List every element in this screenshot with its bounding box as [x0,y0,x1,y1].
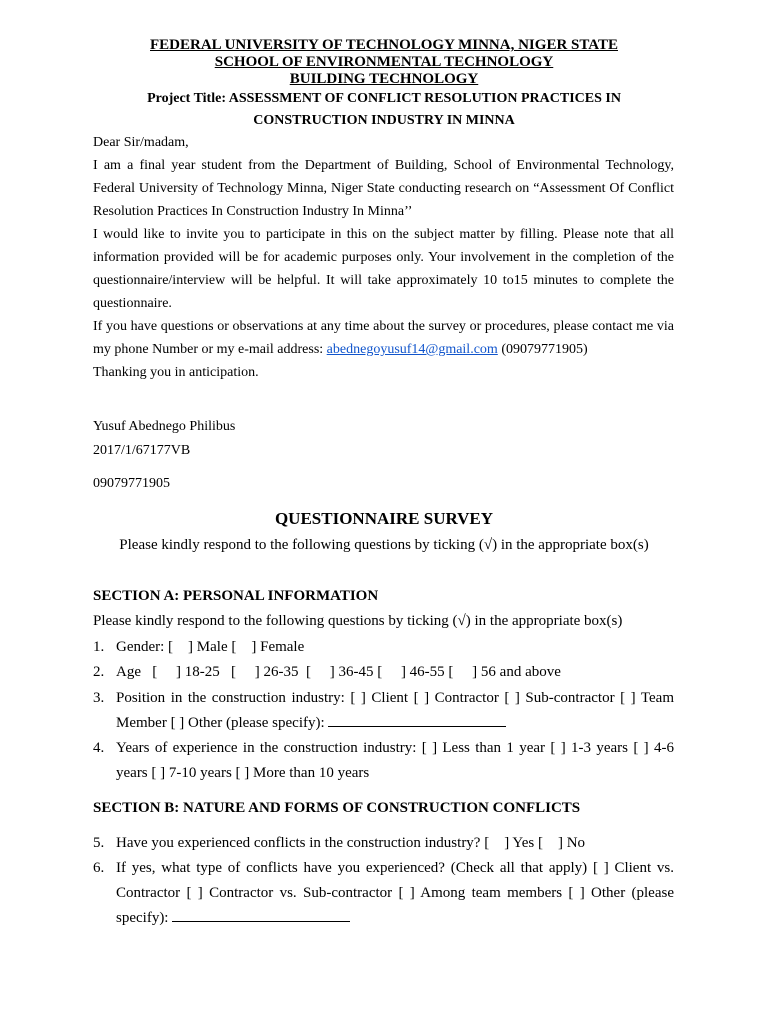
contact-phone: (09079771905) [497,342,588,357]
section-b-heading: SECTION B: NATURE AND FORMS OF CONSTRUCTION CONFLICTS [93,800,581,816]
signature-name: Yusuf Abednego Philibus [93,419,236,434]
question-text[interactable]: Gender: [ ] Male [ ] Female [116,639,305,655]
letter-paragraph-3 [93,315,674,361]
letter-paragraph-1: I am a final year student from the Department of Building, School of Environmental Technology, Federal University of Technology Minna, Niger State conducting research on “Assessment Of Conflict Resolution Practices In Construction Industry In Minna’’ [93,158,674,219]
questionnaire-title: QUESTIONNAIRE SURVEY [274,509,494,528]
question-number: 2. [93,664,105,680]
question-number: 5. [93,835,105,851]
letter-paragraph-2: I would like to invite you to participate in this on the subject matter by filling. Please note that all information provided will be for academic purposes only. Your involvement in the completion of the questionnaire/interview will be helpful. It will take approximately 10 to15 minutes to complete the questionnaire. [93,227,674,311]
question-4 [93,736,674,786]
salutation: Dear Sir/madam, [93,135,189,150]
question-text[interactable]: If yes, what type of conflicts have you experienced? (Check all that apply) [ ] Client vs. Contractor [ ] Contractor vs. Sub-contractor [ ] Among team members [ ] Other (please specify): [116,860,674,926]
contact-text: If you have questions or observations at any time about the survey or procedures, please contact me via my phone Number or my e-mail address: [93,319,674,357]
question-content [116,856,674,931]
question-1 [93,635,674,660]
question-number: 1. [93,639,105,655]
section-a-instruction: Please kindly respond to the following questions by ticking (√) in the appropriate box(s) [93,613,623,629]
school-heading: SCHOOL OF ENVIRONMENTAL TECHNOLOGY [214,54,554,70]
department-heading: BUILDING TECHNOLOGY [289,71,479,87]
specify-blank[interactable] [328,714,506,727]
questionnaire-instruction: Please kindly respond to the following questions by ticking (√) in the appropriate box(s) [119,537,649,553]
question-5 [93,831,674,856]
question-text[interactable]: Years of experience in the construction industry: [ ] Less than 1 year [ ] 1-3 years [ ] 4-6 years [ ] 7-10 years [ ] More than 10 years [116,740,674,781]
question-number: 4. [93,740,105,756]
university-heading: FEDERAL UNIVERSITY OF TECHNOLOGY MINNA, NIGER STATE [150,37,618,53]
question-6 [93,856,674,931]
question-text[interactable]: Age [ ] 18-25 [ ] 26-35 [ ] 36-45 [ ] 46-55 [ ] 56 and above [116,664,561,680]
section-a-heading: SECTION A: PERSONAL INFORMATION [93,588,379,604]
cover-letter [93,131,674,384]
closing: Thanking you in anticipation. [93,365,259,380]
question-2 [93,660,674,685]
question-text[interactable]: Position in the construction industry: [ ] Client [ ] Contractor [ ] Sub-contractor [ ] Team Member [ ] Other (please specify): [116,690,674,731]
email-link[interactable]: abednegoyusuf14@gmail.com [326,342,498,357]
question-3 [93,686,674,736]
project-title: Project Title: ASSESSMENT OF CONFLICT RESOLUTION PRACTICES IN CONSTRUCTION INDUSTRY IN MINNA [147,91,621,128]
question-number: 3. [93,690,105,706]
specify-blank[interactable] [172,909,350,922]
question-text[interactable]: Have you experienced conflicts in the construction industry? [ ] Yes [ ] No [116,835,586,851]
question-number: 6. [93,860,105,876]
signature-reg-no: 2017/1/67177VB [93,443,191,458]
signature-phone: 09079771905 [93,476,170,491]
question-content [116,686,674,736]
